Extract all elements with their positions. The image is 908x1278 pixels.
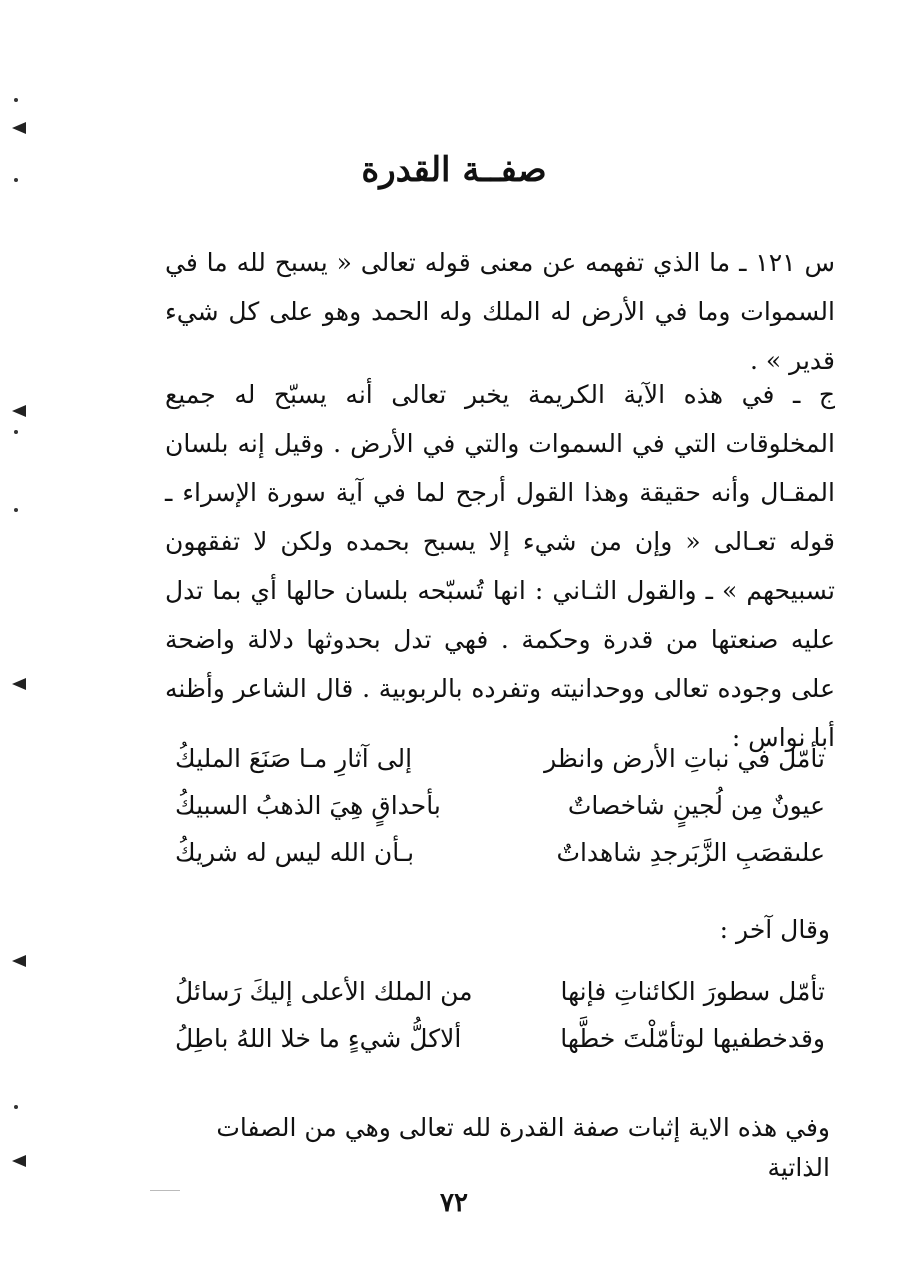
margin-arrow-icon [12,405,26,417]
verse-second-hemistich: من الملك الأعلى إليكَ رَسائلُ [175,977,473,1006]
page-number: ٧٢ [440,1188,468,1218]
verse [175,1015,825,1062]
verse-first-hemistich: تأمّل في نباتِ الأرض وانظر [544,744,825,773]
verse [175,735,825,782]
verse-second-hemistich: ألاكلُّ شيءٍ ما خلا اللهُ باطِلُ [175,1024,462,1053]
answer-paragraph: ج ـ في هذه الآية الكريمة يخبر تعالى أنه يسبّح له جميع المخلوقات التي في السموات والتي في الأرض . وقيل إنه بلسان المقـال وأنه حقيقة وهذا القول أرجح لما في آية سورة الإسراء ـ قوله تعـالى « وإن من شيء إلا يسبح بحمده ولكن لا تفقهون تسبيحهم » ـ والقول الثـاني : انها تُسبّحه بلسان حالها أي بما تدل عليه صنعتها من قدرة وحكمة . فهي تدل بحدوثها دلالة واضحة على وجوده تعالى ووحدانيته وتفرده بالربوبية . قال الشاعر وأظنه أبا نواس : [165,380,835,752]
closing-paragraph: وفي هذه الاية إثبات صفة القدرة لله تعالى وهي من الصفات الذاتية [216,1113,830,1182]
verse-first-hemistich: تأمّل سطورَ الكائناتِ فإنها [560,977,825,1006]
margin-arrow-icon [12,678,26,690]
verse-first-hemistich: علىقصَبِ الزَّبَرجدِ شاهداتٌ [556,838,825,867]
scan-dot [14,430,18,434]
margin-arrow-icon [12,1155,26,1167]
verse-first-hemistich: وقدخطفيها لوتأمّلْتَ خطَّها [560,1024,825,1053]
verse-second-hemistich: بأحداقٍ هِيَ الذهبُ السبيكُ [175,791,441,820]
verse-second-hemistich: بـأن الله ليس له شريكُ [175,838,415,867]
verse [175,829,825,876]
margin-arrow-icon [12,122,26,134]
poem-block-2 [175,968,825,1062]
verse [175,782,825,829]
poem-2-intro: وقال آخر : [719,915,830,944]
scan-dot [14,508,18,512]
verse [175,968,825,1015]
margin-arrow-icon [12,955,26,967]
verse-first-hemistich: عيونٌ مِن لُجينٍ شاخصاتٌ [567,791,825,820]
poem-block-1 [175,735,825,876]
page-title: صفــة القدرة [361,150,547,190]
question-paragraph: س ١٢١ ـ ما الذي تفهمه عن معنى قوله تعالى « يسبح لله ما في السموات وما في الأرض له الملك وله الحمد وهو على كل شيء قدير » . [165,248,836,375]
scan-dot [14,1105,18,1109]
verse-second-hemistich: إلى آثارِ مـا صَنَعَ المليكُ [175,744,413,773]
scan-dot [14,98,18,102]
